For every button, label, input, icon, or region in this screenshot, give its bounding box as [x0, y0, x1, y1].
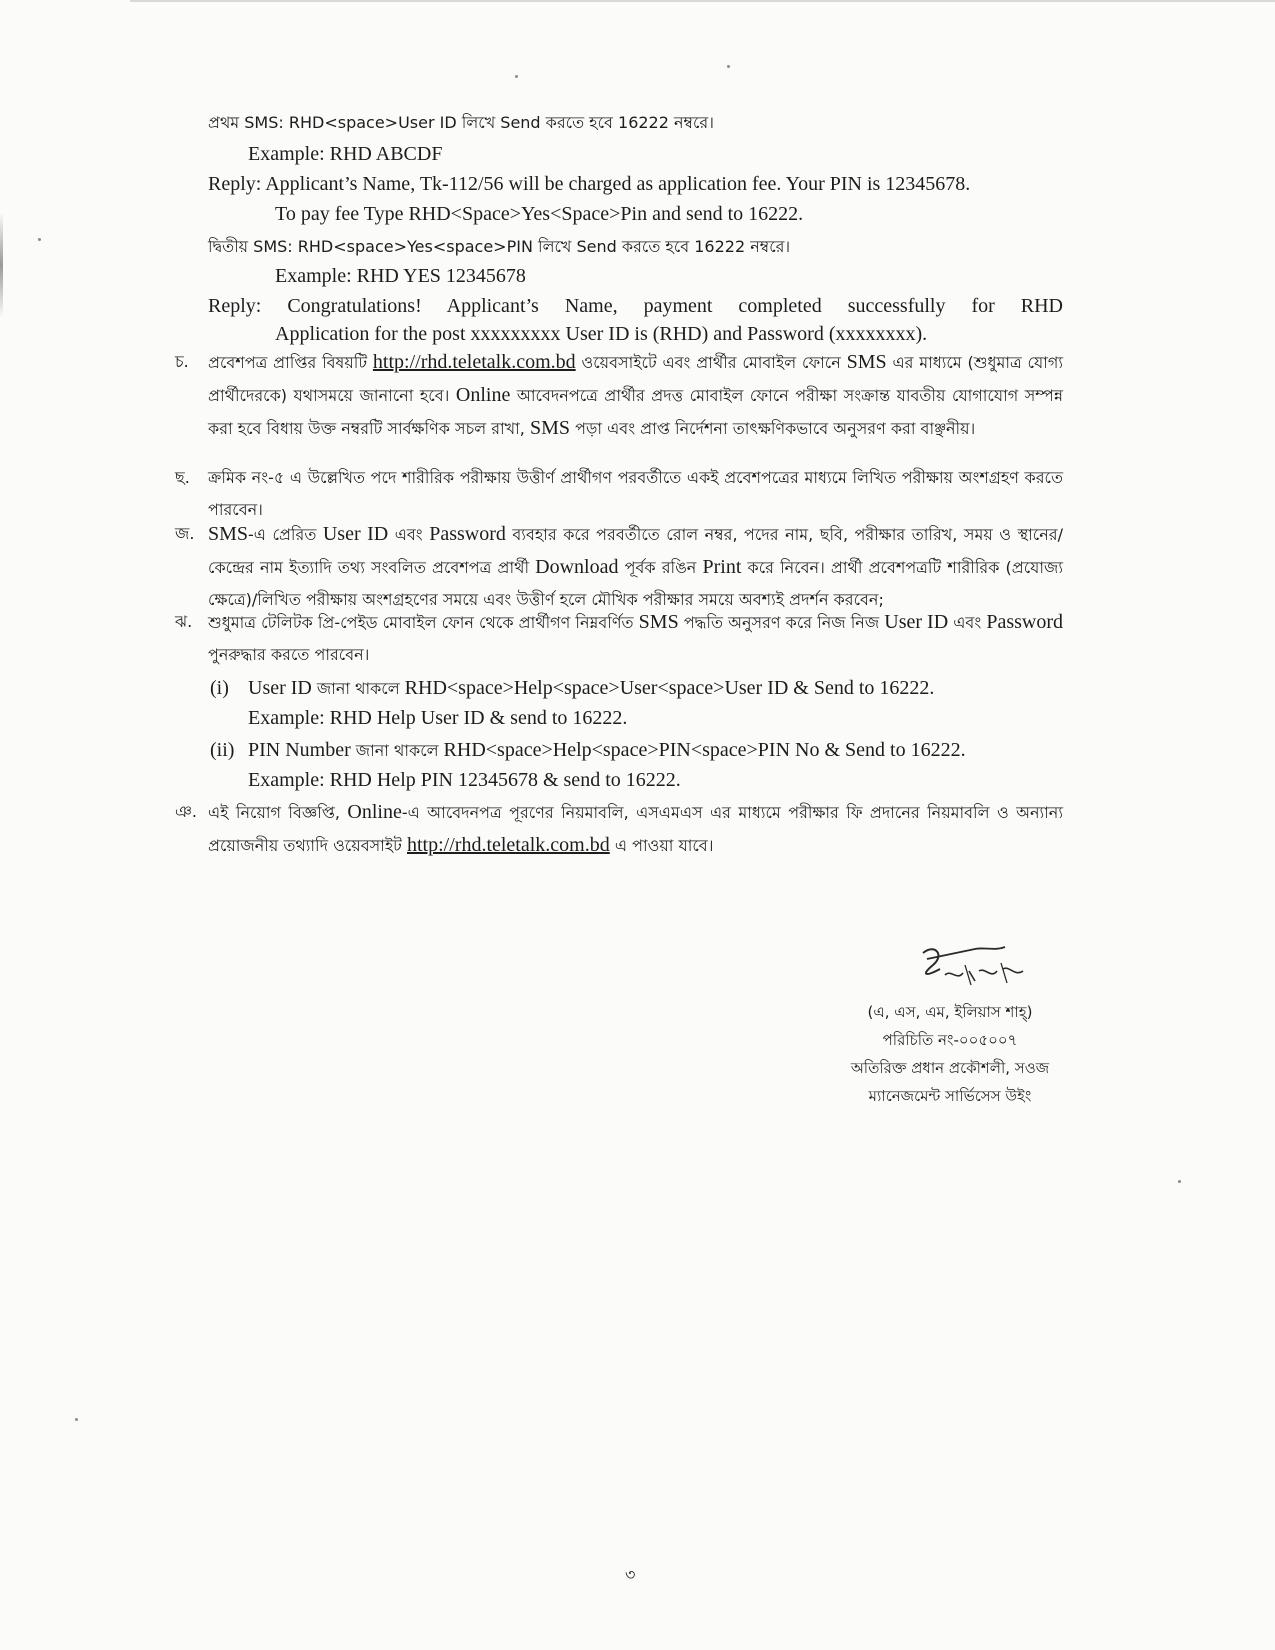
scan-edge — [130, 0, 1275, 2]
signatory-id: পরিচিতি নং-০০৫০০৭ — [882, 1031, 1018, 1049]
scan-speck — [727, 65, 730, 68]
first-sms-line: প্রথম SMS: RHD<space>User ID লিখে Send করতে হবে 16222 নম্বরে। — [208, 113, 714, 132]
item-marker: ঞ. — [175, 802, 197, 821]
second-example: Example: RHD YES 12345678 — [275, 265, 526, 287]
item-jha-paragraph: শুধুমাত্র টেলিটক প্রি-পেইড মোবাইল ফোন থেকে প্রার্থীগণ নিম্নবর্ণিত SMS পদ্ধতি অনুসরণ করে নিজ নিজ User ID এবং Password পুনরুদ্ধার করতে পারবেন। — [208, 611, 1064, 664]
signature-block — [800, 998, 1100, 1110]
website-link[interactable]: http://rhd.teletalk.com.bd — [407, 834, 610, 856]
item-ja-paragraph: SMS-এ প্রেরিত User ID এবং Password ব্যবহার করে পরবর্তীতে রোল নম্বর, পদের নাম, ছবি, পরীক্ষার তারিখ, সময় ও স্থানের/কেন্দ্রের নাম ইত্যাদি তথ্য সংবলিত প্রবেশপত্র প্রার্থী Download পূর্বক রঙিন Print করে নিবেন। প্রার্থী প্রবেশপত্রটি শারীরিক (প্রযোজ্য ক্ষেত্রে)/লিখিত পরীক্ষায় অংশগ্রহণের সময়ে এবং উত্তীর্ণ হলে মৌখিক পরীক্ষার সময়ে অবশ্যই প্রদর্শন করবেন; — [208, 523, 1063, 609]
sub-item-marker: (ii) — [210, 739, 235, 761]
scan-speck — [515, 75, 518, 78]
item-chha-paragraph: ক্রমিক নং-৫ এ উল্লেখিত পদে শারীরিক পরীক্ষায় উত্তীর্ণ প্রার্থীগণ পরবর্তীতে একই প্রবেশপত্রের মাধ্যমে লিখিত পরীক্ষায় অংশগ্রহণ করতে পারবেন। — [208, 468, 1063, 519]
sub-item-ii-example: Example: RHD Help PIN 12345678 & send to 16222. — [248, 769, 681, 791]
sub-item-marker: (i) — [210, 677, 229, 699]
second-sms-line: দ্বিতীয় SMS: RHD<space>Yes<space>PIN লিখে Send করতে হবে 16222 নম্বরে। — [208, 237, 791, 256]
first-reply-line-1: Reply: Applicant’s Name, Tk-112/56 will be charged as application fee. Your PIN is 12345678. — [208, 173, 971, 195]
signatory-wing: ম্যানেজমেন্ট সার্ভিসেস উইং — [868, 1087, 1032, 1105]
second-reply-line-2: Application for the post xxxxxxxxx User ID is (RHD) and Password (xxxxxxxx). — [275, 323, 928, 345]
scan-speck — [38, 238, 41, 241]
website-link[interactable]: http://rhd.teletalk.com.bd — [372, 351, 576, 373]
second-reply-line-1: Reply: Congratulations! Applicant’s Name, payment completed successfully for RHD — [208, 295, 1063, 317]
first-reply-line-2: To pay fee Type RHD<Space>Yes<Space>Pin and send to 16222. — [275, 203, 804, 225]
sub-item-i-example: Example: RHD Help User ID & send to 16222. — [248, 707, 628, 729]
first-example: Example: RHD ABCDF — [248, 143, 443, 165]
scan-speck — [75, 1418, 78, 1421]
sub-item-ii: PIN Number জানা থাকলে RHD<space>Help<space>PIN<space>PIN No & Send to 16222. — [248, 739, 966, 761]
handwritten-signature — [905, 935, 1035, 995]
item-marker: ঝ. — [175, 612, 193, 631]
item-marker: ছ. — [175, 468, 190, 487]
item-cha-paragraph: প্রবেশপত্র প্রাপ্তির বিষয়টি http://rhd.teletalk.com.bd ওয়েবসাইটে এবং প্রার্থীর মোবাইল ফোনে SMS এর মাধ্যমে (শুধুমাত্র যোগ্য প্রার্থীদেরকে) যথাসময়ে জানানো হবে। Online আবেদনপত্রে প্রার্থীর প্রদত্ত মোবাইল ফোনে পরীক্ষা সংক্রান্ত যাবতীয় যোগাযোগ সম্পন্ন করা হবে বিধায় উক্ত নম্বরটি সার্বক্ষণিক সচল রাখা, SMS পড়া এবং প্রাপ্ত নির্দেশনা তাৎক্ষণিকভাবে অনুসরণ করা বাঞ্ছনীয়। — [208, 351, 1064, 439]
item-nya-paragraph: এই নিয়োগ বিজ্ঞপ্তি, Online-এ আবেদনপত্র পূরণের নিয়মাবলি, এসএমএস এর মাধ্যমে পরীক্ষার ফি প্রদানের নিয়মাবলি ও অন্যান্য প্রয়োজনীয় তথ্যাদি ওয়েবসাইট http://rhd.teletalk.com.bd এ পাওয়া যাবে। — [208, 801, 1063, 856]
scan-edge — [0, 210, 3, 320]
sub-item-i: User ID জানা থাকলে RHD<space>Help<space>User<space>User ID & Send to 16222. — [248, 677, 935, 699]
page-number: ৩ — [625, 1565, 636, 1584]
item-marker: চ. — [175, 352, 189, 371]
item-marker: জ. — [175, 524, 195, 543]
signatory-name: (এ, এস, এম, ইলিয়াস শাহ্) — [867, 1003, 1033, 1021]
scan-speck — [1178, 1180, 1181, 1183]
signatory-designation: অতিরিক্ত প্রধান প্রকৌশলী, সওজ — [850, 1059, 1050, 1077]
